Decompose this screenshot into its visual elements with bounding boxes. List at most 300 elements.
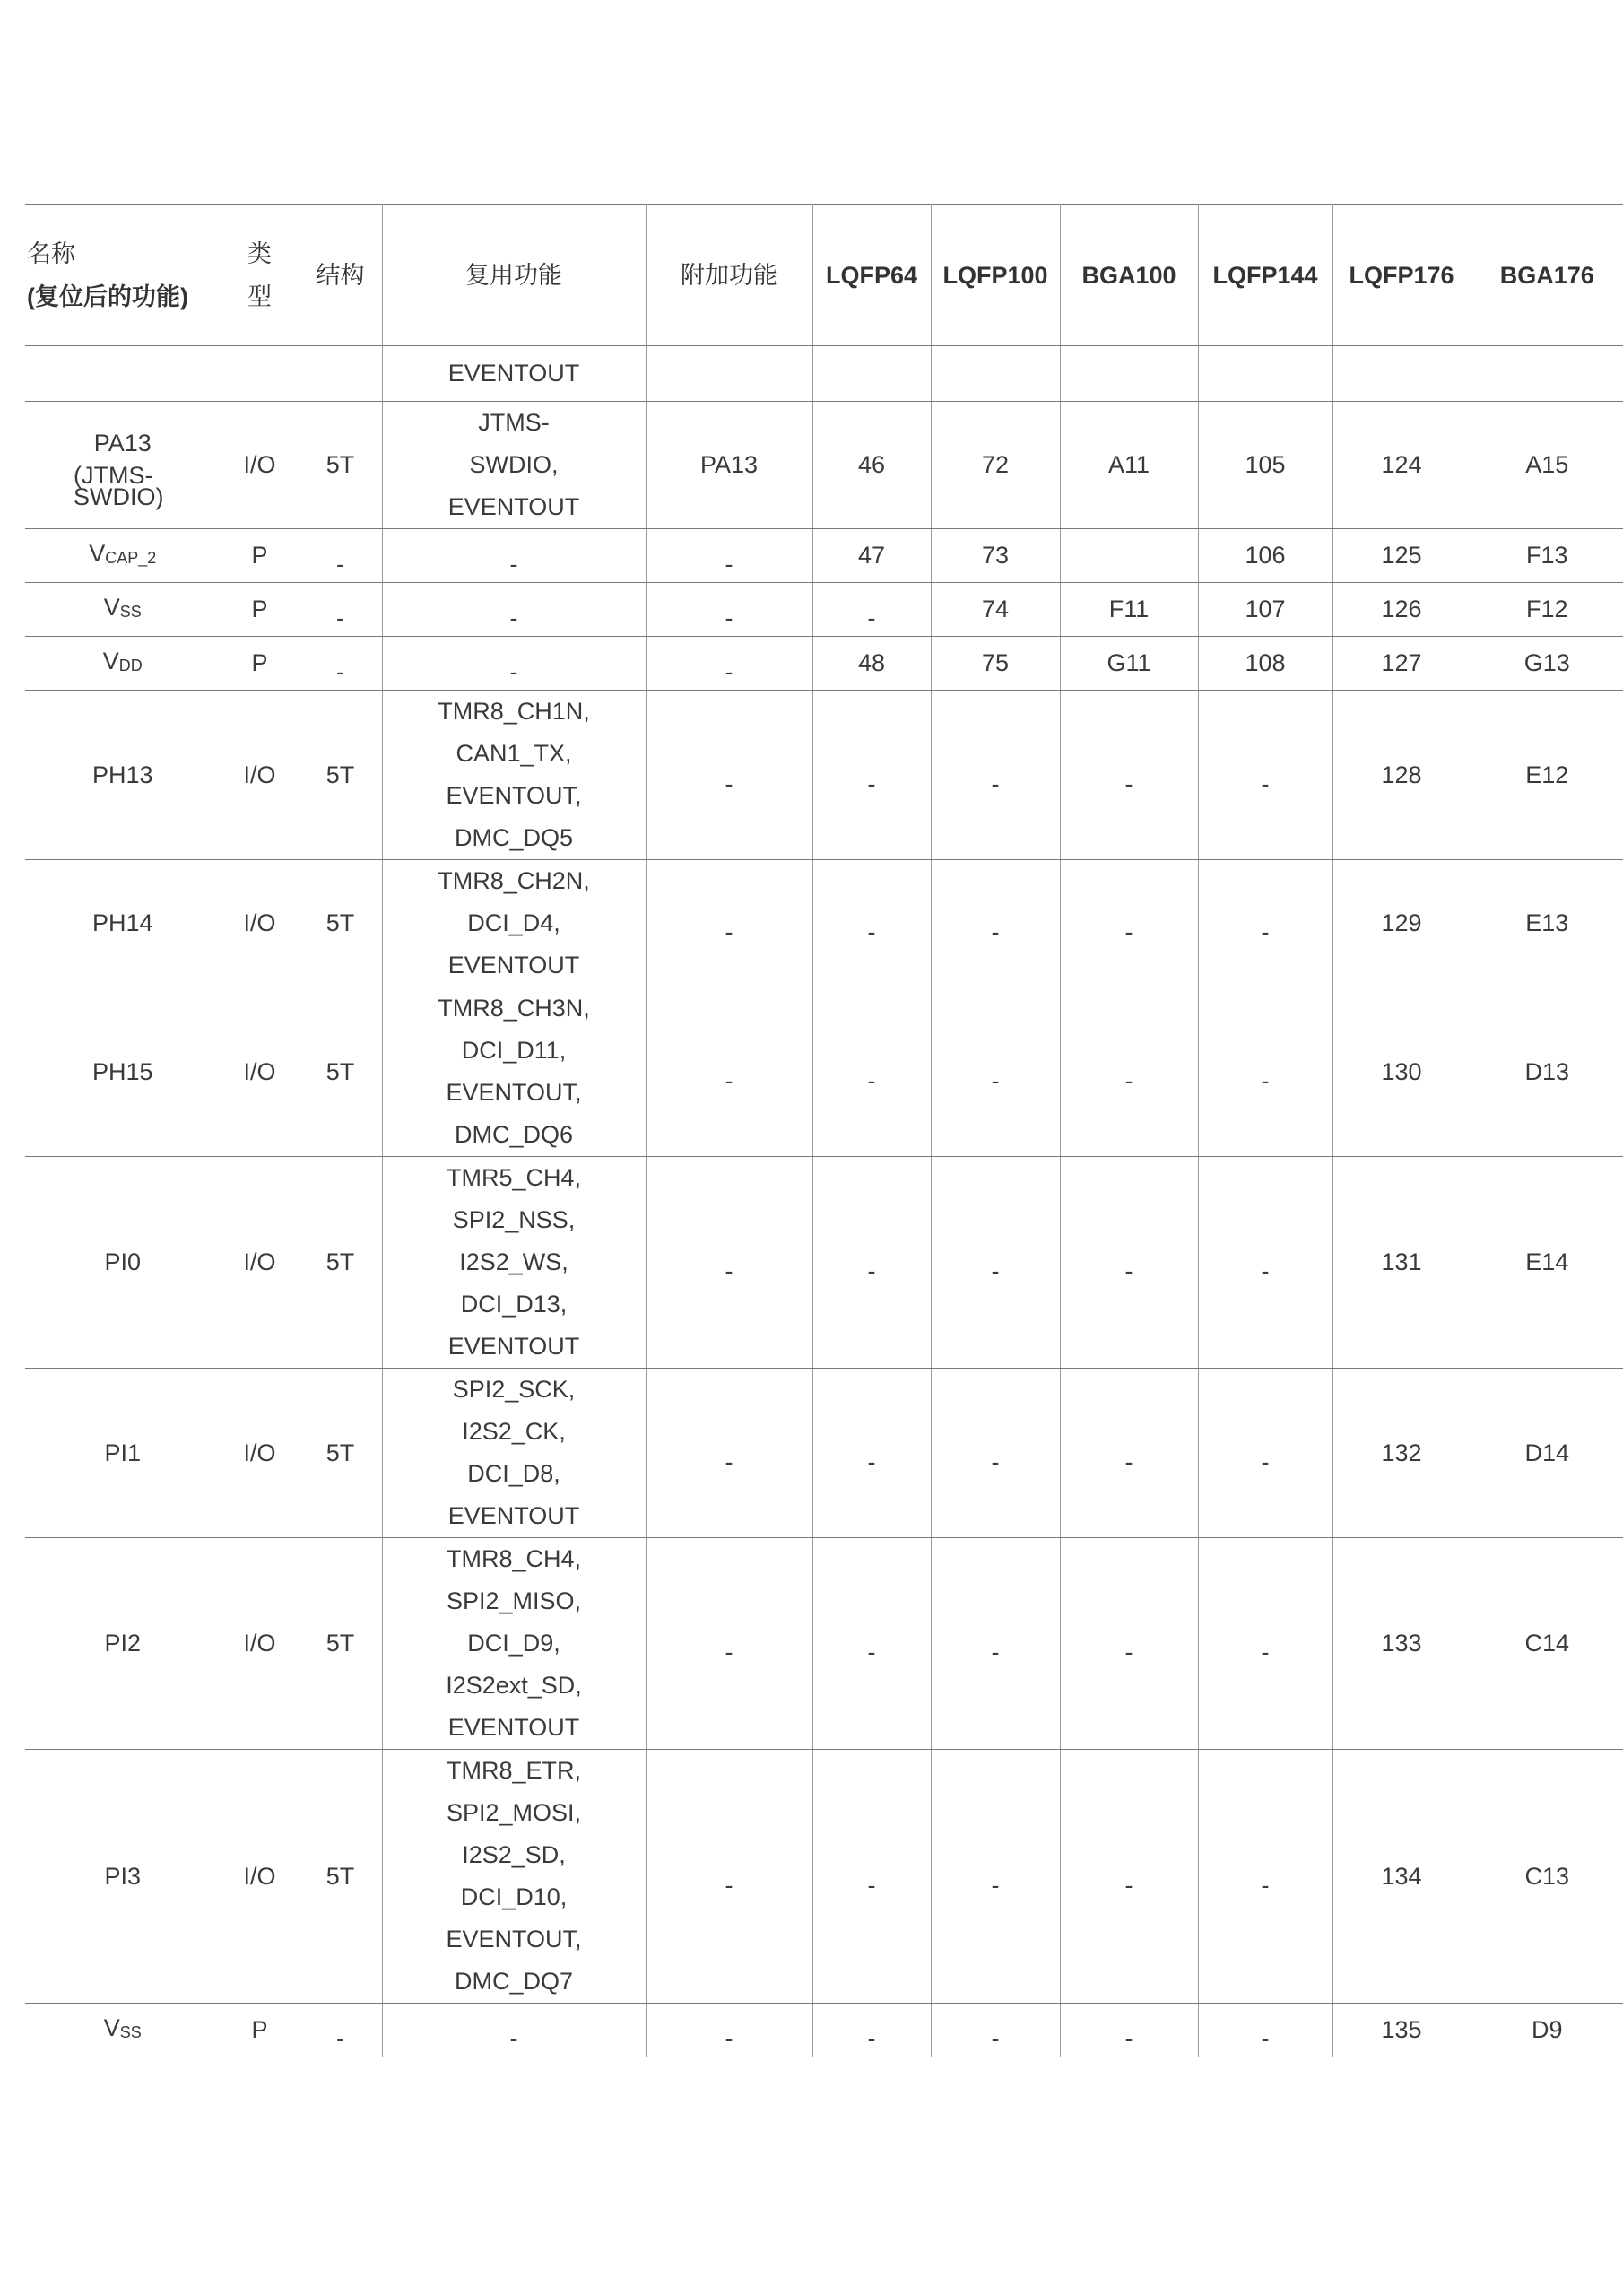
alternate-function-line: DCI_D10, — [460, 1883, 568, 1910]
bga176-cell-value: C13 — [1524, 1862, 1570, 1890]
bga100-cell — [1060, 691, 1198, 860]
pin-name: PH14 — [91, 909, 153, 936]
lqfp100-cell-value: - — [991, 1448, 1000, 1475]
alternate-function-line: SPI2_NSS, — [452, 1206, 576, 1233]
table-row — [25, 1369, 1623, 1538]
alternate-function-line: EVENTOUT — [447, 952, 580, 978]
alternate-function-line: DCI_D13, — [460, 1291, 568, 1318]
pin-name-subscript: CAP_2 — [105, 548, 157, 567]
lqfp144-cell — [1198, 1369, 1332, 1538]
bga100-cell-value: - — [1124, 918, 1133, 945]
add-cell — [646, 1157, 812, 1369]
type-cell — [221, 1750, 299, 2004]
type-cell — [221, 691, 299, 860]
alternate-function-line: - — [509, 551, 518, 578]
pin-name-cell — [25, 637, 221, 691]
type-cell-value: I/O — [243, 1439, 276, 1466]
lqfp144-cell — [1198, 2004, 1332, 2057]
bga176-cell — [1471, 346, 1623, 402]
structure-cell — [299, 987, 382, 1157]
header-type-line: 类 — [247, 240, 272, 267]
type-cell — [221, 529, 299, 583]
structure-cell — [299, 346, 382, 402]
alternate-functions-cell — [382, 529, 646, 583]
lqfp176-cell — [1332, 987, 1471, 1157]
bga176-cell — [1471, 1750, 1623, 2004]
table-row — [25, 691, 1623, 860]
type-cell-value: I/O — [243, 1057, 276, 1085]
lqfp100-cell-value: - — [991, 1257, 1000, 1284]
bga100-cell-value: - — [1124, 2025, 1133, 2052]
lqfp100-cell — [931, 402, 1060, 529]
lqfp176-cell-value: 133 — [1381, 1630, 1422, 1657]
header-additional-functions — [646, 205, 812, 346]
bga100-cell — [1060, 583, 1198, 637]
alternate-function-line: EVENTOUT — [447, 493, 580, 520]
pin-name: PH13 — [91, 761, 153, 788]
bga100-cell-value: - — [1124, 770, 1133, 797]
type-cell-value: P — [251, 542, 268, 569]
type-cell — [221, 987, 299, 1157]
pin-name-cell — [25, 1157, 221, 1369]
lqfp100-cell-value: 74 — [981, 596, 1010, 622]
table-row — [25, 1538, 1623, 1750]
bga100-cell-value: F11 — [1108, 596, 1150, 622]
alternate-functions-cell — [382, 637, 646, 691]
bga100-cell — [1060, 529, 1198, 583]
pin-name-cell — [25, 987, 221, 1157]
pin-name: PI0 — [104, 1248, 142, 1275]
add-cell-value: - — [725, 918, 733, 945]
bga176-cell — [1471, 1369, 1623, 1538]
lqfp100-cell — [931, 860, 1060, 987]
lqfp144-cell-value: 107 — [1245, 596, 1286, 622]
header-type — [221, 205, 299, 346]
lqfp100-cell — [931, 691, 1060, 860]
pin-name-cell — [25, 583, 221, 637]
lqfp100-cell-value: 75 — [981, 649, 1010, 676]
alternate-function-line: I2S2ext_SD, — [446, 1672, 582, 1699]
pin-name: PI3 — [104, 1862, 142, 1890]
add-cell — [646, 583, 812, 637]
bga176-cell-value: E12 — [1525, 761, 1569, 788]
structure-cell — [299, 1157, 382, 1369]
pin-name: V — [102, 647, 119, 674]
add-cell-value: PA13 — [699, 451, 759, 478]
bga176-cell — [1471, 402, 1623, 529]
table-row — [25, 529, 1623, 583]
structure-cell-value: - — [336, 604, 344, 631]
add-cell — [646, 529, 812, 583]
bga176-cell — [1471, 691, 1623, 860]
table-row — [25, 346, 1623, 402]
bga176-cell — [1471, 529, 1623, 583]
lqfp64-cell — [812, 1369, 931, 1538]
lqfp64-cell-value: 48 — [857, 649, 886, 676]
lqfp176-cell — [1332, 691, 1471, 860]
pin-name: V — [89, 539, 106, 567]
lqfp100-cell — [931, 529, 1060, 583]
bga176-cell-value: G13 — [1523, 649, 1570, 676]
lqfp100-cell — [931, 1369, 1060, 1538]
add-cell — [646, 691, 812, 860]
lqfp100-cell — [931, 346, 1060, 402]
type-cell-value: I/O — [243, 761, 276, 788]
table-row — [25, 2004, 1623, 2057]
lqfp100-cell-value: - — [991, 1871, 1000, 1899]
lqfp64-cell-value: - — [867, 1066, 876, 1094]
lqfp144-cell-value: 106 — [1245, 542, 1286, 569]
lqfp100-cell — [931, 1750, 1060, 2004]
alternate-function-line: DMC_DQ6 — [454, 1121, 574, 1148]
add-cell — [646, 2004, 812, 2057]
add-cell-value: - — [725, 1639, 733, 1665]
lqfp176-cell-value: 130 — [1381, 1057, 1422, 1085]
alternate-function-line: I2S2_WS, — [459, 1248, 568, 1275]
lqfp100-cell — [931, 987, 1060, 1157]
lqfp64-cell — [812, 1157, 931, 1369]
bga100-cell — [1060, 402, 1198, 529]
lqfp144-cell — [1198, 1538, 1332, 1750]
bga176-cell — [1471, 583, 1623, 637]
alternate-function-line: TMR8_CH4, — [446, 1545, 582, 1572]
structure-cell-value: 5T — [325, 451, 355, 478]
lqfp100-cell-value: 72 — [981, 451, 1010, 478]
lqfp100-cell — [931, 583, 1060, 637]
lqfp64-cell-value: - — [867, 1871, 876, 1899]
bga176-cell-value: A15 — [1525, 451, 1569, 478]
table-header-row — [25, 205, 1623, 346]
lqfp64-cell — [812, 529, 931, 583]
structure-cell — [299, 691, 382, 860]
bga100-cell-value: A11 — [1107, 451, 1150, 478]
structure-cell-value: - — [336, 2025, 344, 2052]
bga176-cell — [1471, 1538, 1623, 1750]
header-lqfp64 — [812, 205, 931, 346]
lqfp144-cell — [1198, 583, 1332, 637]
pin-name-cell — [25, 860, 221, 987]
header-lqfp176-line: LQFP176 — [1349, 262, 1454, 289]
header-bga176 — [1471, 205, 1623, 346]
lqfp144-cell-value: - — [1261, 1639, 1270, 1665]
pin-name-cell — [25, 1750, 221, 2004]
pin-name-cell — [25, 1369, 221, 1538]
alternate-functions-cell — [382, 346, 646, 402]
alternate-functions-cell — [382, 1750, 646, 2004]
lqfp176-cell-value: 135 — [1381, 2016, 1422, 2043]
header-lqfp64-line: LQFP64 — [825, 262, 918, 289]
header-lqfp144-line: LQFP144 — [1212, 262, 1318, 289]
add-cell-value: - — [725, 1448, 733, 1475]
lqfp144-cell — [1198, 1750, 1332, 2004]
structure-cell — [299, 402, 382, 529]
alternate-function-line: TMR8_CH1N, — [438, 698, 590, 725]
add-cell — [646, 1538, 812, 1750]
type-cell — [221, 860, 299, 987]
bga176-cell-value: E14 — [1525, 1248, 1569, 1275]
lqfp100-cell — [931, 637, 1060, 691]
structure-cell-value: 5T — [325, 1630, 355, 1657]
alternate-functions-cell — [382, 1157, 646, 1369]
bga176-cell-value: C14 — [1524, 1630, 1570, 1657]
type-cell — [221, 637, 299, 691]
bga100-cell — [1060, 1538, 1198, 1750]
alternate-function-line: TMR5_CH4, — [446, 1164, 582, 1191]
lqfp64-cell — [812, 346, 931, 402]
lqfp144-cell-value: - — [1261, 918, 1270, 945]
lqfp176-cell — [1332, 2004, 1471, 2057]
table-row — [25, 583, 1623, 637]
add-cell — [646, 860, 812, 987]
header-lqfp100-line: LQFP100 — [942, 262, 1048, 289]
structure-cell-value: 5T — [325, 1248, 355, 1275]
structure-cell-value: 5T — [325, 1439, 355, 1466]
pin-name: PI2 — [104, 1630, 142, 1657]
lqfp100-cell-value: - — [991, 2025, 1000, 2052]
alternate-function-line: CAN1_TX, — [456, 740, 572, 767]
alternate-function-line: SPI2_MISO, — [446, 1587, 582, 1614]
alternate-function-line: DCI_D8, — [467, 1460, 560, 1487]
lqfp64-cell — [812, 1538, 931, 1750]
lqfp176-cell — [1332, 583, 1471, 637]
pin-name-subscript: SS — [119, 602, 142, 621]
structure-cell — [299, 2004, 382, 2057]
alternate-functions-cell — [382, 691, 646, 860]
lqfp100-cell — [931, 2004, 1060, 2057]
lqfp144-cell-value: - — [1261, 1257, 1270, 1284]
add-cell-value: - — [725, 551, 733, 578]
alternate-function-line: SPI2_SCK, — [452, 1376, 576, 1403]
type-cell-value: P — [251, 596, 268, 622]
lqfp176-cell — [1332, 529, 1471, 583]
lqfp64-cell — [812, 691, 931, 860]
structure-cell-value: - — [336, 551, 344, 578]
type-cell-value: I/O — [243, 1248, 276, 1275]
type-cell — [221, 1157, 299, 1369]
lqfp64-cell — [812, 1750, 931, 2004]
bga176-cell-value: E13 — [1525, 909, 1569, 936]
alternate-function-line: DMC_DQ5 — [454, 824, 574, 851]
header-additional-functions-line: 附加功能 — [681, 262, 777, 289]
lqfp144-cell — [1198, 987, 1332, 1157]
lqfp100-cell-value: - — [991, 770, 1000, 797]
bga100-cell — [1060, 1157, 1198, 1369]
header-bga100 — [1060, 205, 1198, 346]
type-cell — [221, 1369, 299, 1538]
lqfp100-cell-value: - — [991, 918, 1000, 945]
add-cell-value: - — [725, 770, 733, 797]
bga100-cell — [1060, 987, 1198, 1157]
lqfp144-cell — [1198, 860, 1332, 987]
lqfp100-cell — [931, 1538, 1060, 1750]
bga100-cell — [1060, 346, 1198, 402]
alternate-functions-cell — [382, 1369, 646, 1538]
alternate-function-line: - — [509, 658, 518, 685]
lqfp100-cell-value: - — [991, 1639, 1000, 1665]
header-name-line: (复位后的功能) — [27, 283, 188, 310]
structure-cell-value: 5T — [325, 1057, 355, 1085]
pin-name-cell — [25, 1538, 221, 1750]
bga100-cell — [1060, 1369, 1198, 1538]
bga176-cell-value: D14 — [1524, 1439, 1570, 1466]
type-cell — [221, 2004, 299, 2057]
alternate-functions-cell — [382, 583, 646, 637]
table-row — [25, 637, 1623, 691]
bga176-cell-value: D9 — [1531, 2016, 1563, 2043]
pin-name-subscript: DD — [118, 656, 143, 674]
header-name — [25, 205, 221, 346]
lqfp176-cell — [1332, 1157, 1471, 1369]
bga176-cell — [1471, 2004, 1623, 2057]
lqfp144-cell — [1198, 402, 1332, 529]
bga100-cell-value: - — [1124, 1639, 1133, 1665]
pin-name-cell — [25, 402, 221, 529]
add-cell — [646, 1750, 812, 2004]
lqfp176-cell-value: 132 — [1381, 1439, 1422, 1466]
alternate-functions-cell — [382, 860, 646, 987]
header-bga100-line: BGA100 — [1081, 262, 1176, 289]
structure-cell — [299, 860, 382, 987]
bga100-cell-value: - — [1124, 1871, 1133, 1899]
lqfp144-cell — [1198, 637, 1332, 691]
alternate-function-line: SWDIO, — [469, 451, 559, 478]
lqfp64-cell-value: 46 — [857, 451, 886, 478]
lqfp144-cell-value: - — [1261, 2025, 1270, 2052]
structure-cell — [299, 1369, 382, 1538]
alternate-function-line: EVENTOUT — [447, 360, 580, 387]
lqfp176-cell-value: 134 — [1381, 1862, 1422, 1890]
table-row — [25, 1157, 1623, 1369]
header-structure — [299, 205, 382, 346]
pin-name: V — [103, 2013, 120, 2041]
add-cell-value: - — [725, 1066, 733, 1094]
lqfp64-cell — [812, 402, 931, 529]
bga100-cell — [1060, 1750, 1198, 2004]
pin-name-subscript: SS — [119, 2022, 142, 2041]
alternate-functions-cell — [382, 2004, 646, 2057]
structure-cell — [299, 529, 382, 583]
lqfp176-cell — [1332, 402, 1471, 529]
lqfp144-cell-value: - — [1261, 1448, 1270, 1475]
add-cell-value: - — [725, 658, 733, 685]
lqfp64-cell — [812, 860, 931, 987]
alternate-function-line: EVENTOUT, — [446, 782, 582, 809]
alternate-functions-cell — [382, 987, 646, 1157]
add-cell — [646, 1369, 812, 1538]
structure-cell-value: 5T — [325, 909, 355, 936]
header-name-line: 名称 — [27, 240, 75, 267]
lqfp144-cell-value: - — [1261, 1066, 1270, 1094]
lqfp144-cell — [1198, 346, 1332, 402]
lqfp176-cell — [1332, 1750, 1471, 2004]
structure-cell — [299, 1750, 382, 2004]
structure-cell — [299, 583, 382, 637]
type-cell — [221, 583, 299, 637]
bga176-cell-value: F13 — [1525, 542, 1568, 569]
lqfp100-cell — [931, 1157, 1060, 1369]
header-alternate-functions-line: 复用功能 — [465, 262, 562, 289]
pin-name: (JTMS- — [74, 462, 153, 489]
lqfp100-cell-value: 73 — [981, 542, 1010, 569]
header-bga176-line: BGA176 — [1499, 262, 1594, 289]
lqfp176-cell — [1332, 637, 1471, 691]
add-cell — [646, 637, 812, 691]
lqfp64-cell-value: - — [867, 1257, 876, 1284]
structure-cell-value: 5T — [325, 1862, 355, 1890]
bga100-cell — [1060, 860, 1198, 987]
bga100-cell-value: - — [1124, 1448, 1133, 1475]
bga100-cell — [1060, 2004, 1198, 2057]
type-cell-value: I/O — [243, 1862, 276, 1890]
lqfp64-cell-value: - — [867, 1448, 876, 1475]
header-lqfp176 — [1332, 205, 1471, 346]
structure-cell — [299, 1538, 382, 1750]
add-cell — [646, 346, 812, 402]
structure-cell-value: - — [336, 658, 344, 685]
type-cell-value: I/O — [243, 909, 276, 936]
alternate-function-line: EVENTOUT, — [446, 1079, 582, 1106]
lqfp144-cell — [1198, 529, 1332, 583]
lqfp64-cell — [812, 583, 931, 637]
pin-name: SWDIO) — [74, 483, 164, 510]
bga176-cell-value: F12 — [1525, 596, 1568, 622]
alternate-function-line: TMR8_CH3N, — [438, 995, 590, 1022]
add-cell — [646, 987, 812, 1157]
lqfp176-cell-value: 131 — [1381, 1248, 1422, 1275]
bga176-cell — [1471, 1157, 1623, 1369]
alternate-function-line: DCI_D11, — [461, 1037, 567, 1064]
lqfp176-cell — [1332, 1369, 1471, 1538]
bga100-cell-value: - — [1124, 1257, 1133, 1284]
type-cell — [221, 402, 299, 529]
structure-cell-value: 5T — [325, 761, 355, 788]
table-row — [25, 1750, 1623, 2004]
lqfp64-cell-value: - — [867, 604, 876, 631]
header-type-line: 型 — [247, 283, 272, 310]
alternate-function-line: EVENTOUT, — [446, 1926, 582, 1952]
type-cell-value: P — [251, 2016, 268, 2043]
alternate-function-line: TMR8_CH2N, — [438, 867, 590, 894]
lqfp144-cell — [1198, 691, 1332, 860]
pin-name-cell — [25, 529, 221, 583]
lqfp176-cell-value: 126 — [1381, 596, 1422, 622]
lqfp64-cell-value: - — [867, 770, 876, 797]
bga176-cell — [1471, 860, 1623, 987]
lqfp144-cell-value: - — [1261, 1871, 1270, 1899]
header-lqfp144 — [1198, 205, 1332, 346]
lqfp64-cell-value: 47 — [857, 542, 886, 569]
lqfp144-cell-value: 108 — [1245, 649, 1286, 676]
header-structure-line: 结构 — [316, 262, 365, 289]
lqfp176-cell — [1332, 346, 1471, 402]
bga100-cell-value: G11 — [1107, 649, 1151, 676]
alternate-function-line: TMR8_ETR, — [446, 1757, 582, 1784]
header-lqfp100 — [931, 205, 1060, 346]
alternate-function-line: I2S2_SD, — [462, 1841, 566, 1868]
add-cell-value: - — [725, 604, 733, 631]
lqfp176-cell — [1332, 1538, 1471, 1750]
pin-name-cell — [25, 346, 221, 402]
add-cell — [646, 402, 812, 529]
alternate-function-line: JTMS- — [478, 409, 550, 436]
alternate-function-line: EVENTOUT — [447, 1333, 580, 1360]
pin-name-cell — [25, 2004, 221, 2057]
lqfp176-cell-value: 129 — [1381, 909, 1422, 936]
pin-definition-table — [25, 204, 1623, 2057]
alternate-function-line: DCI_D4, — [467, 909, 560, 936]
header-alternate-functions — [382, 205, 646, 346]
lqfp64-cell — [812, 637, 931, 691]
